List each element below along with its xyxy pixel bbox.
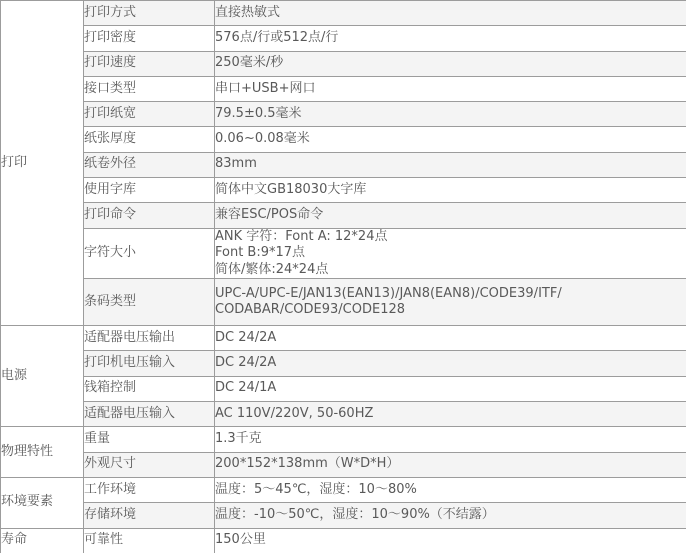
property-cell: 使用字库 [84,178,215,203]
value-cell: 温度：5～45℃，湿度：10～80% [215,477,686,502]
property-cell: 可靠性 [84,528,215,553]
table-row [1,452,686,477]
value-cell: 简体中文GB18030大字库 [215,178,686,203]
table-row [1,228,686,279]
spec-table-body [1,1,686,553]
value-cell: 200*152*138mm（W*D*H） [215,452,686,477]
table-row [1,26,686,51]
value-cell [215,279,686,326]
table-row [1,178,686,203]
value-cell: 150公里 [215,528,686,553]
table-row [1,203,686,228]
property-cell: 打印方式 [84,1,215,26]
table-row [1,1,686,26]
table-row [1,127,686,152]
value-cell: 83mm [215,152,686,177]
value-cell: 79.5±0.5毫米 [215,102,686,127]
value-cell: DC 24/2A [215,351,686,376]
table-row [1,102,686,127]
property-cell: 纸张厚度 [84,127,215,152]
table-row [1,351,686,376]
value-line: UPC-A/UPC-E/JAN13(EAN13)/JAN8(EAN8)/CODE39/ITF/ [215,285,562,301]
table-row [1,152,686,177]
property-cell: 字符大小 [84,228,215,279]
value-cell: 串口+USB+网口 [215,76,686,101]
table-row [1,51,686,76]
table-row [1,402,686,427]
value-cell: AC 110V/220V, 50-60HZ [215,402,686,427]
table-row [1,427,686,452]
category-cell: 物理特性 [1,427,84,478]
property-cell: 接口类型 [84,76,215,101]
property-cell: 纸卷外径 [84,152,215,177]
table-row [1,279,686,326]
property-cell: 打印命令 [84,203,215,228]
table-row [1,76,686,101]
property-cell: 工作环境 [84,477,215,502]
value-cell: 直接热敏式 [215,1,686,26]
table-row [1,477,686,502]
category-cell: 寿命 [1,528,84,553]
value-cell: DC 24/2A [215,326,686,351]
table-row [1,503,686,528]
value-cell: 兼容ESC/POS命令 [215,203,686,228]
property-cell: 钱箱控制 [84,376,215,401]
property-cell: 适配器电压输入 [84,402,215,427]
property-cell: 打印密度 [84,26,215,51]
value-cell: 576点/行或512点/行 [215,26,686,51]
category-cell: 电源 [1,326,84,427]
property-cell: 打印速度 [84,51,215,76]
value-line: 简体/繁体:24*24点 [215,261,329,277]
property-cell: 适配器电压输出 [84,326,215,351]
property-cell: 存储环境 [84,503,215,528]
property-cell: 打印机电压输入 [84,351,215,376]
value-cell: DC 24/1A [215,376,686,401]
value-cell [215,228,686,279]
value-line: Font B:9*17点 [215,245,306,261]
value-line: ANK 字符：Font A: 12*24点 [215,228,388,244]
category-cell: 环境要素 [1,477,84,528]
table-row [1,376,686,401]
value-cell: 温度：-10～50℃，湿度：10～90%（不结露） [215,503,686,528]
property-cell: 重量 [84,427,215,452]
category-cell: 打印 [1,1,84,326]
value-cell: 0.06~0.08毫米 [215,127,686,152]
value-cell: 250毫米/秒 [215,51,686,76]
value-line: CODABAR/CODE93/CODE128 [215,302,406,318]
table-row [1,326,686,351]
property-cell: 条码类型 [84,279,215,326]
table-row [1,528,686,553]
value-cell: 1.3千克 [215,427,686,452]
property-cell: 外观尺寸 [84,452,215,477]
property-cell: 打印纸宽 [84,102,215,127]
